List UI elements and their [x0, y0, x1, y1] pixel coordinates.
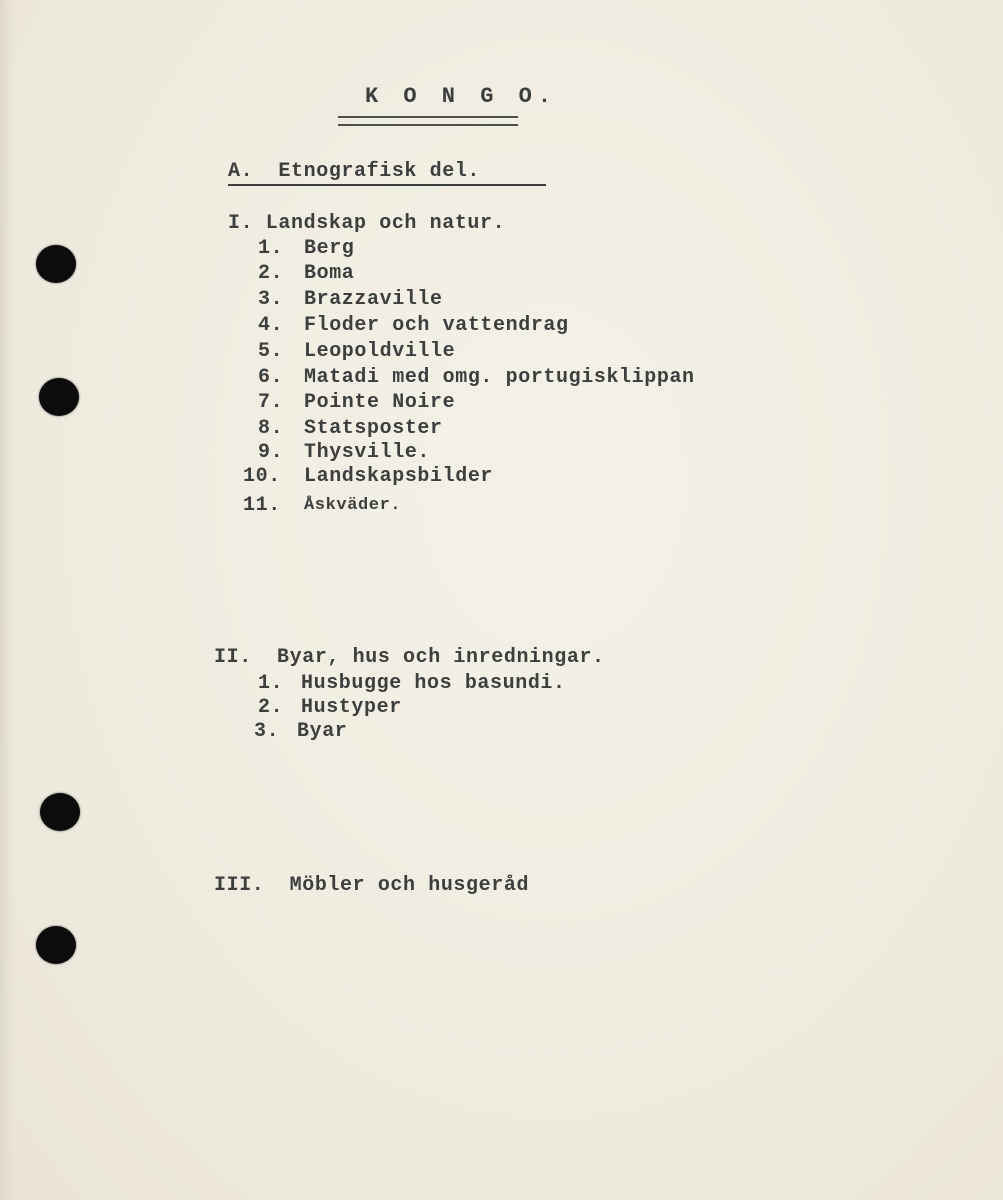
punch-hole: [36, 926, 76, 964]
item-label: Boma: [304, 262, 355, 285]
group-heading: III. Möbler och husgeråd: [214, 874, 530, 897]
item-number: 1.: [258, 672, 284, 695]
item-label: Thysville.: [304, 441, 431, 464]
item-label: Åskväder.: [304, 496, 402, 515]
item-label: Berg: [304, 237, 355, 260]
item-number: 7.: [258, 391, 284, 414]
item-number: 3.: [258, 288, 284, 311]
paper-edge: [0, 0, 14, 1200]
item-number: 2.: [258, 696, 284, 719]
page-title: K O N G O.: [365, 84, 558, 109]
item-label: Hustyper: [301, 696, 402, 719]
group-heading: II. Byar, hus och inredningar.: [214, 646, 605, 669]
item-number: 4.: [258, 314, 284, 337]
punch-hole: [39, 378, 79, 416]
punch-hole: [36, 245, 76, 283]
item-number: 8.: [258, 417, 284, 440]
section-underline: [228, 184, 546, 186]
item-label: Pointe Noire: [304, 391, 456, 414]
item-label: Byar: [297, 720, 348, 743]
item-label: Brazzaville: [304, 288, 443, 311]
section-heading: A. Etnografisk del.: [228, 160, 481, 183]
item-label: Matadi med omg. portugisklippan: [304, 366, 695, 389]
item-number: 5.: [258, 340, 284, 363]
item-label: Husbugge hos basundi.: [301, 672, 566, 695]
item-label: Statsposter: [304, 417, 443, 440]
title-double-underline: [338, 116, 518, 126]
item-number: 3.: [254, 720, 280, 743]
group-heading: I. Landskap och natur.: [228, 212, 506, 235]
item-number: 11.: [243, 494, 281, 517]
item-number: 10.: [243, 465, 281, 488]
item-number: 9.: [258, 441, 284, 464]
item-label: Leopoldville: [304, 340, 456, 363]
item-number: 6.: [258, 366, 284, 389]
item-number: 1.: [258, 237, 284, 260]
item-label: Landskapsbilder: [304, 465, 494, 488]
item-number: 2.: [258, 262, 284, 285]
item-label: Floder och vattendrag: [304, 314, 569, 337]
punch-hole: [40, 793, 80, 831]
